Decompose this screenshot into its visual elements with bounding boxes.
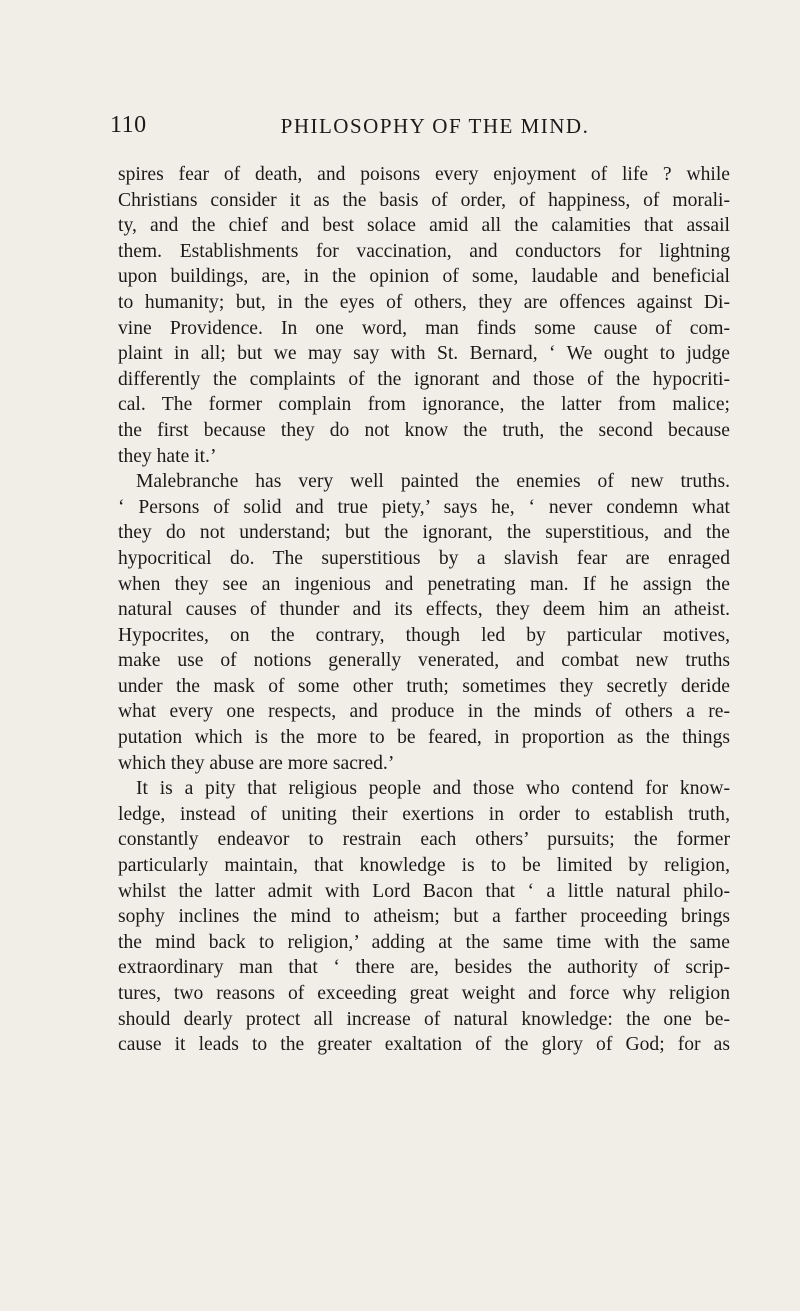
- text-line: Malebranche has very well painted the enemies of new truths.: [136, 471, 730, 493]
- text-line: which they abuse are more sacred.’: [118, 752, 395, 774]
- text-line: vine Providence. In one word, man finds some cause of com-: [118, 317, 730, 339]
- text-line: upon buildings, are, in the opinion of some, laudable and beneficial: [118, 266, 730, 288]
- text-line: they do not understand; but the ignorant, the superstitious, and the: [118, 522, 730, 544]
- text-line: under the mask of some other truth; sometimes they secretly deride: [118, 675, 730, 697]
- text-line: particularly maintain, that knowledge is to be limited by religion,: [118, 855, 730, 877]
- text-line: sophy inclines the mind to atheism; but a farther proceeding brings: [118, 906, 730, 928]
- text-line: extraordinary man that ‘ there are, besides the authority of scrip-: [118, 957, 730, 979]
- text-line: cal. The former complain from ignorance, the latter from malice;: [118, 394, 730, 416]
- page-number: 110: [110, 112, 147, 138]
- text-line: ledge, instead of uniting their exertions in order to establish truth,: [118, 803, 730, 825]
- text-line: when they see an ingenious and penetrating man. If he assign the: [118, 573, 730, 595]
- page-header: [110, 112, 730, 144]
- text-line: make use of notions generally venerated, and combat new truths: [118, 650, 730, 672]
- text-line: differently the complaints of the ignorant and those of the hypocriti-: [118, 368, 730, 390]
- text-line: tures, two reasons of exceeding great weight and force why religion: [118, 983, 730, 1004]
- text-line: the mind back to religion,’ adding at the same time with the same: [118, 931, 730, 953]
- body-text: [118, 162, 730, 1058]
- text-line: Hypocrites, on the contrary, though led by particular motives,: [118, 624, 730, 646]
- text-line: ty, and the chief and best solace amid all the calamities that assail: [118, 215, 730, 237]
- text-line: ‘ Persons of solid and true piety,’ says he, ‘ never condemn what: [118, 496, 730, 518]
- text-line: they hate it.’: [118, 445, 217, 467]
- text-line: cause it leads to the greater exaltation of the glory of God; for as: [118, 1034, 730, 1056]
- text-line: the first because they do not know the truth, the second because: [118, 419, 730, 441]
- text-line: hypocritical do. The superstitious by a slavish fear are enraged: [118, 547, 730, 569]
- text-line: It is a pity that religious people and those who contend for know-: [136, 778, 730, 800]
- text-line: to humanity; but, in the eyes of others, they are offences against Di-: [118, 291, 730, 313]
- text-line: plaint in all; but we may say with St. Bernard, ‘ We ought to judge: [118, 343, 730, 365]
- text-line: natural causes of thunder and its effects, they deem him an atheist.: [118, 599, 730, 621]
- text-line: what every one respects, and produce in the minds of others a re-: [118, 701, 730, 723]
- text-line: should dearly protect all increase of natural knowledge: the one be-: [118, 1008, 730, 1030]
- running-title: PHILOSOPHY OF THE MIND.: [280, 114, 590, 138]
- text-line: constantly endeavor to restrain each others’ pursuits; the former: [118, 829, 730, 851]
- text-line: spires fear of death, and poisons every enjoyment of life ? while: [118, 164, 730, 185]
- text-line: putation which is the more to be feared, in proportion as the things: [118, 727, 730, 749]
- text-line: Christians consider it as the basis of order, of happiness, of morali-: [118, 189, 730, 211]
- text-line: whilst the latter admit with Lord Bacon that ‘ a little natural philo-: [118, 880, 730, 902]
- text-line: them. Establishments for vaccination, and conductors for lightning: [118, 240, 730, 262]
